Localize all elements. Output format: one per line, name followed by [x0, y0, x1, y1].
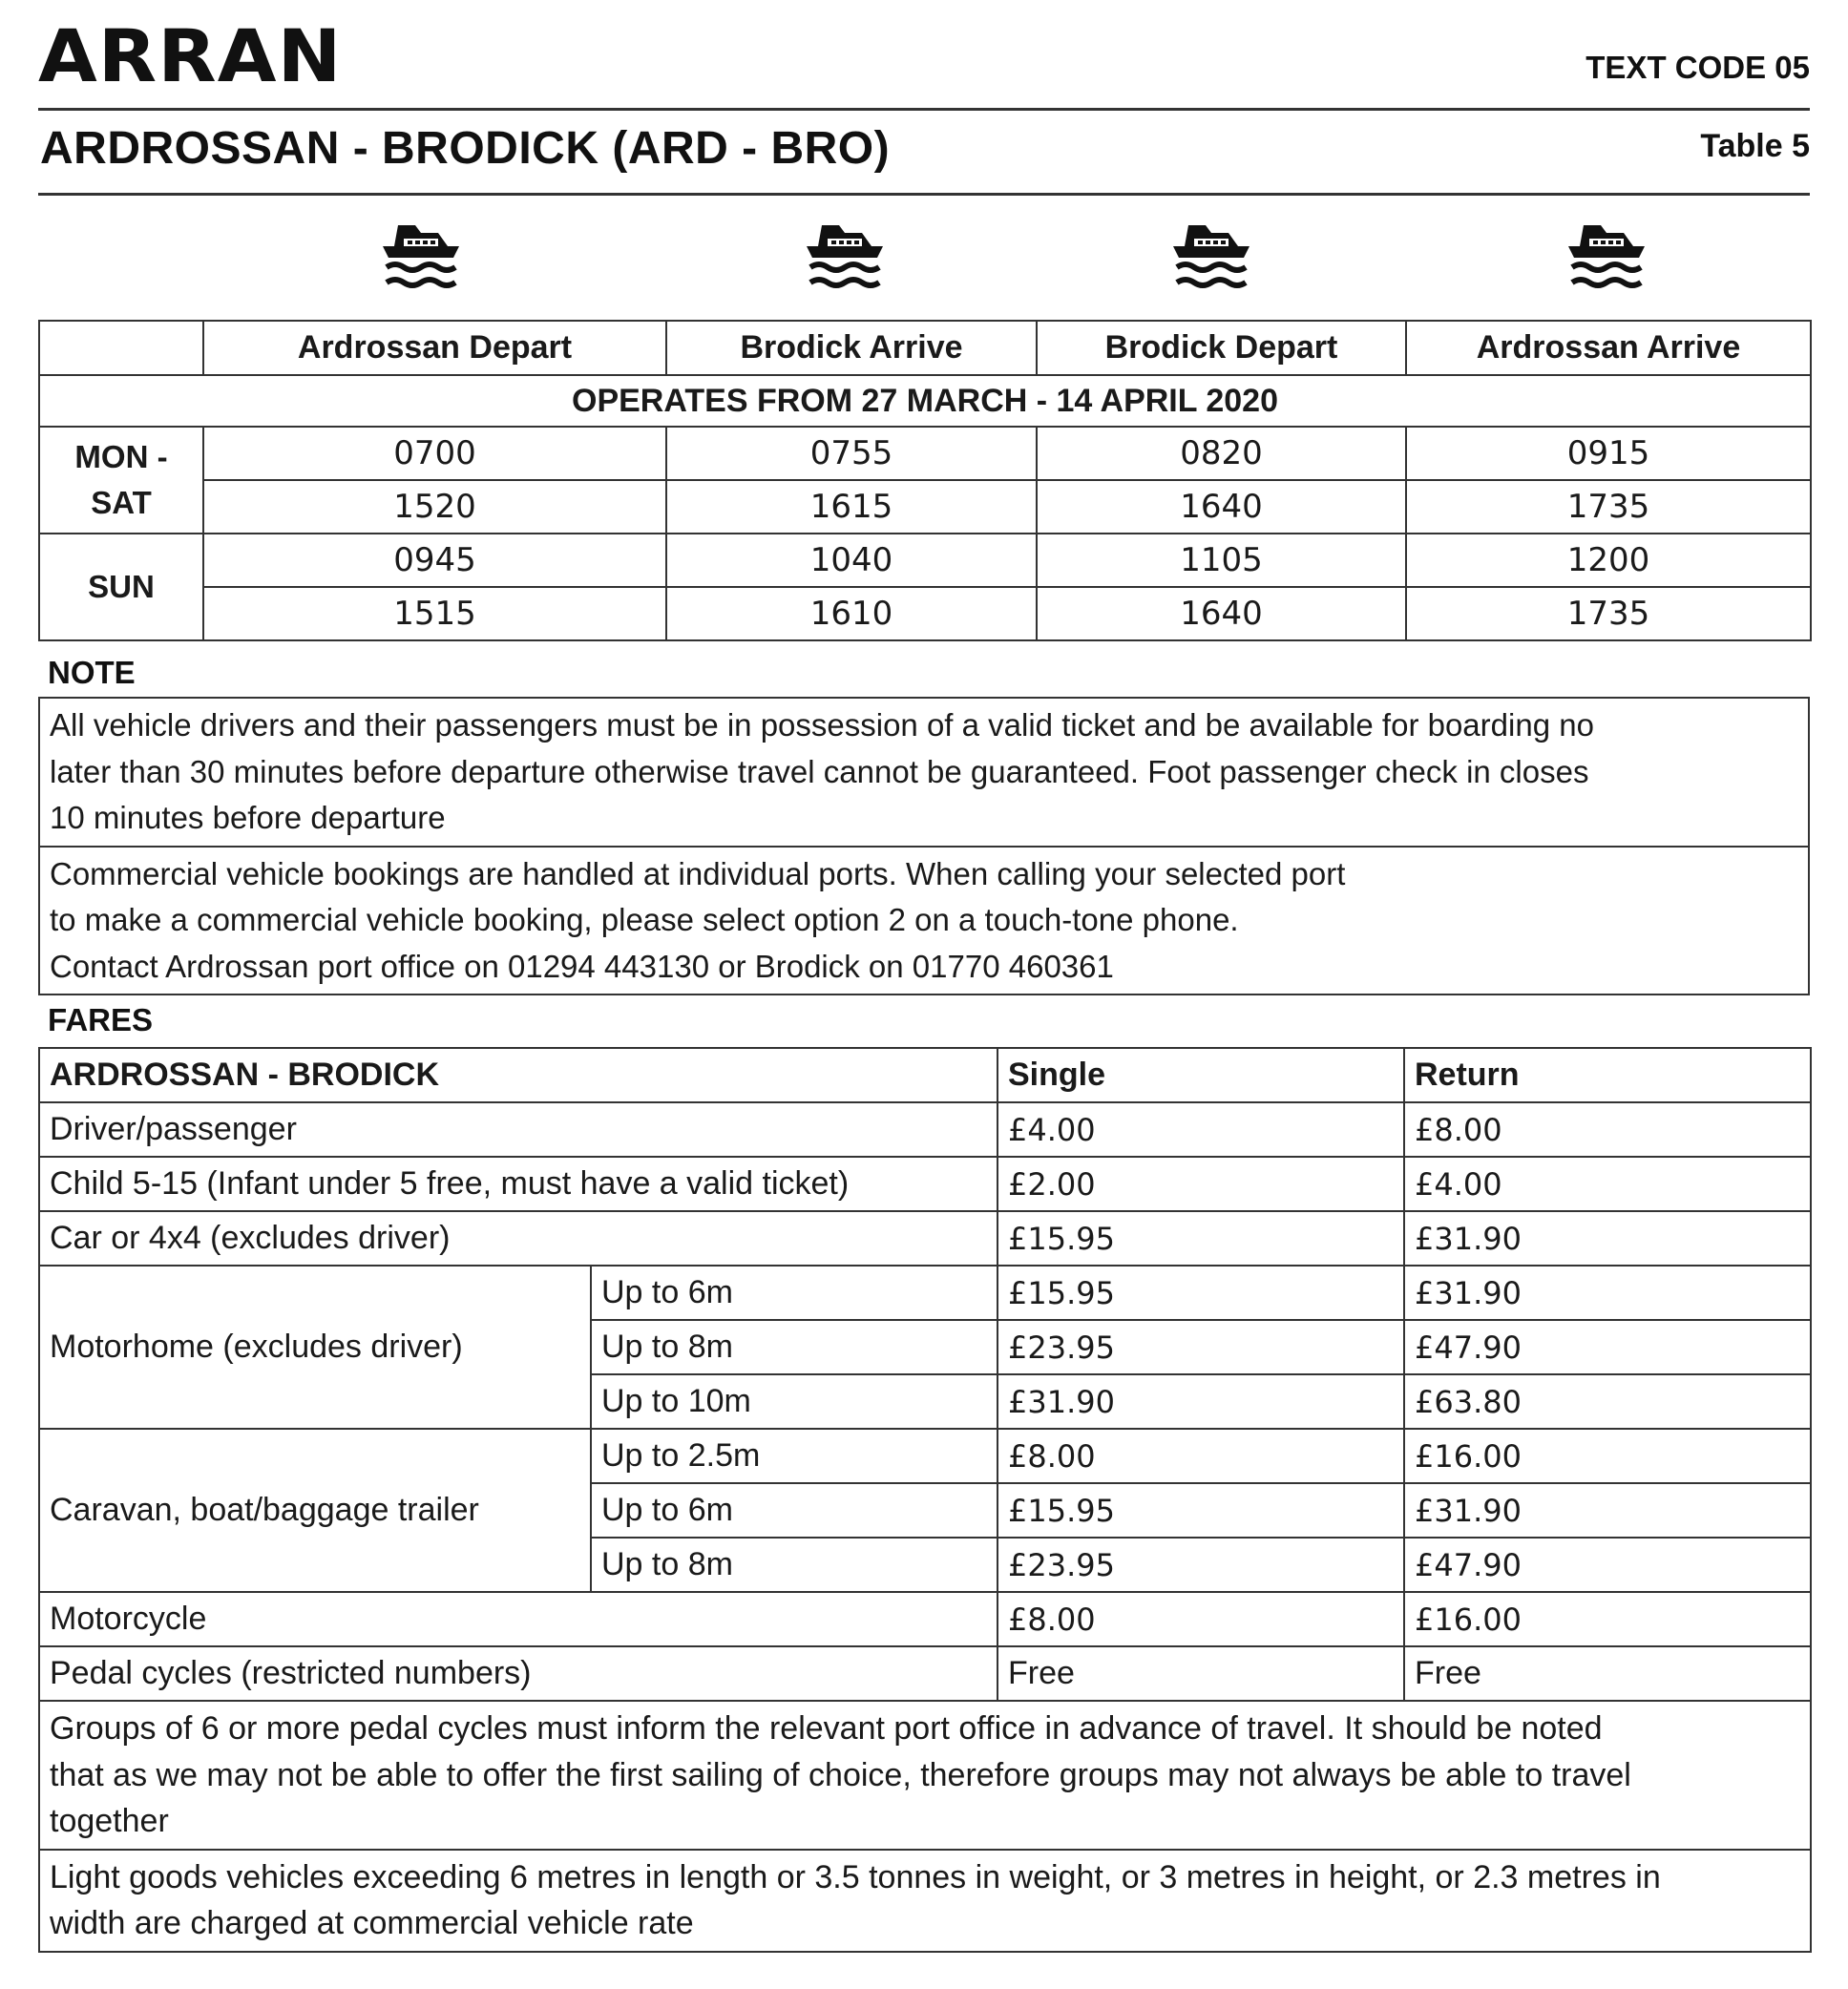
time-cell: 1735 [1406, 480, 1811, 534]
fare-label: Child 5-15 (Infant under 5 free, must have a valid ticket) [39, 1157, 998, 1211]
size-label: Up to 2.5m [591, 1429, 998, 1483]
divider [38, 193, 1810, 196]
footnote-line: that as we may not be able to offer the first sailing of choice, therefore groups may not always be able to travel [50, 1756, 1631, 1793]
single-fare: £15.95 [998, 1483, 1404, 1538]
return-fare: £8.00 [1404, 1102, 1811, 1157]
fare-row [39, 1211, 1811, 1266]
header-brodick-depart: Brodick Depart [1037, 321, 1406, 375]
operating-dates: OPERATES FROM 27 MARCH - 14 APRIL 2020 [39, 375, 1811, 427]
fare-row [39, 1646, 1811, 1701]
single-fare: £15.95 [998, 1211, 1404, 1266]
route-title: ARDROSSAN - BRODICK (ARD - BRO) [40, 123, 891, 174]
ferry-icon [371, 218, 476, 294]
return-fare: £31.90 [1404, 1483, 1811, 1538]
time-cell: 1515 [203, 587, 666, 640]
fare-row [39, 1266, 1811, 1320]
note-row [39, 847, 1809, 995]
note-line: 10 minutes before departure [50, 800, 446, 835]
timetable-row [39, 480, 1811, 534]
header-ardrossan-arrive: Ardrossan Arrive [1406, 321, 1811, 375]
return-fare: £31.90 [1404, 1211, 1811, 1266]
fare-row [39, 1592, 1811, 1646]
text-code: TEXT CODE 05 [1586, 50, 1810, 85]
single-fare: £31.90 [998, 1374, 1404, 1429]
time-cell: 0945 [203, 534, 666, 587]
fare-row [39, 1429, 1811, 1483]
fare-label-motorhome: Motorhome (excludes driver) [39, 1266, 591, 1429]
fares-table [38, 1047, 1812, 1953]
return-fare: £47.90 [1404, 1320, 1811, 1374]
note-line: later than 30 minutes before departure otherwise travel cannot be guaranteed. Foot passenger check in closes [50, 753, 1589, 789]
fares-route-header: ARDROSSAN - BRODICK [39, 1048, 998, 1102]
time-cell: 1105 [1037, 534, 1406, 587]
timetable-header-row [39, 321, 1811, 375]
note-text [39, 847, 1809, 995]
footnote-row [39, 1701, 1811, 1850]
fares-heading: FARES [48, 1002, 154, 1037]
size-label: Up to 8m [591, 1320, 998, 1374]
time-cell: 1640 [1037, 587, 1406, 640]
note-heading: NOTE [48, 655, 136, 690]
fare-label: Pedal cycles (restricted numbers) [39, 1646, 998, 1701]
operates-row [39, 375, 1811, 427]
fares-header-row [39, 1048, 1811, 1102]
header-blank [39, 321, 203, 375]
return-fare: £63.80 [1404, 1374, 1811, 1429]
note-line: All vehicle drivers and their passengers must be in possession of a valid ticket and be available for boarding no [50, 707, 1594, 743]
header-brodick-arrive: Brodick Arrive [666, 321, 1037, 375]
footnote-text [39, 1701, 1811, 1850]
single-fare: £15.95 [998, 1266, 1404, 1320]
time-cell: 1735 [1406, 587, 1811, 640]
divider [38, 108, 1810, 111]
single-fare: £23.95 [998, 1320, 1404, 1374]
return-fare: £47.90 [1404, 1538, 1811, 1592]
time-cell: 1200 [1406, 534, 1811, 587]
footnote-row [39, 1850, 1811, 1952]
time-cell: 1640 [1037, 480, 1406, 534]
note-row [39, 698, 1809, 847]
footnote-text [39, 1850, 1811, 1952]
single-fare: £2.00 [998, 1157, 1404, 1211]
day-line: SAT [91, 485, 152, 520]
table-number: Table 5 [1700, 128, 1810, 164]
note-text [39, 698, 1809, 847]
day-label-sun: SUN [39, 534, 203, 640]
return-fare: Free [1404, 1646, 1811, 1701]
fare-row [39, 1157, 1811, 1211]
day-label-mon-sat [39, 427, 203, 534]
brand-title: ARRAN [38, 13, 343, 98]
time-cell: 1040 [666, 534, 1037, 587]
ferry-icon [795, 218, 900, 294]
fare-row [39, 1102, 1811, 1157]
timetable-row [39, 587, 1811, 640]
timetable-row [39, 534, 1811, 587]
time-cell: 1520 [203, 480, 666, 534]
note-line: Contact Ardrossan port office on 01294 443130 or Brodick on 01770 460361 [50, 948, 1114, 984]
single-header: Single [998, 1048, 1404, 1102]
single-fare: Free [998, 1646, 1404, 1701]
time-cell: 1610 [666, 587, 1037, 640]
return-fare: £16.00 [1404, 1592, 1811, 1646]
timetable [38, 320, 1812, 641]
footnote-line: width are charged at commercial vehicle rate [50, 1905, 694, 1941]
note-line: Commercial vehicle bookings are handled at individual ports. When calling your selected port [50, 855, 1346, 891]
size-label: Up to 10m [591, 1374, 998, 1429]
return-header: Return [1404, 1048, 1811, 1102]
fare-label: Driver/passenger [39, 1102, 998, 1157]
size-label: Up to 8m [591, 1538, 998, 1592]
fare-label: Car or 4x4 (excludes driver) [39, 1211, 998, 1266]
note-line: to make a commercial vehicle booking, please select option 2 on a touch-tone phone. [50, 902, 1239, 937]
footnote-line: together [50, 1803, 169, 1839]
timetable-row [39, 427, 1811, 480]
time-cell: 0915 [1406, 427, 1811, 480]
ferry-icon [1162, 218, 1267, 294]
size-label: Up to 6m [591, 1483, 998, 1538]
header-ardrossan-depart: Ardrossan Depart [203, 321, 666, 375]
time-cell: 0700 [203, 427, 666, 480]
return-fare: £16.00 [1404, 1429, 1811, 1483]
notes-table [38, 697, 1810, 995]
time-cell: 0755 [666, 427, 1037, 480]
fare-label: Motorcycle [39, 1592, 998, 1646]
return-fare: £4.00 [1404, 1157, 1811, 1211]
day-line: MON - [74, 439, 168, 474]
return-fare: £31.90 [1404, 1266, 1811, 1320]
fare-label-caravan: Caravan, boat/baggage trailer [39, 1429, 591, 1592]
single-fare: £8.00 [998, 1592, 1404, 1646]
size-label: Up to 6m [591, 1266, 998, 1320]
single-fare: £23.95 [998, 1538, 1404, 1592]
single-fare: £4.00 [998, 1102, 1404, 1157]
single-fare: £8.00 [998, 1429, 1404, 1483]
footnote-line: Light goods vehicles exceeding 6 metres in length or 3.5 tonnes in weight, or 3 metres in height, or 2.3 metres in [50, 1858, 1661, 1895]
footnote-line: Groups of 6 or more pedal cycles must inform the relevant port office in advance of travel. It should be noted [50, 1710, 1603, 1747]
time-cell: 1615 [666, 480, 1037, 534]
time-cell: 0820 [1037, 427, 1406, 480]
ferry-icon [1557, 218, 1662, 294]
